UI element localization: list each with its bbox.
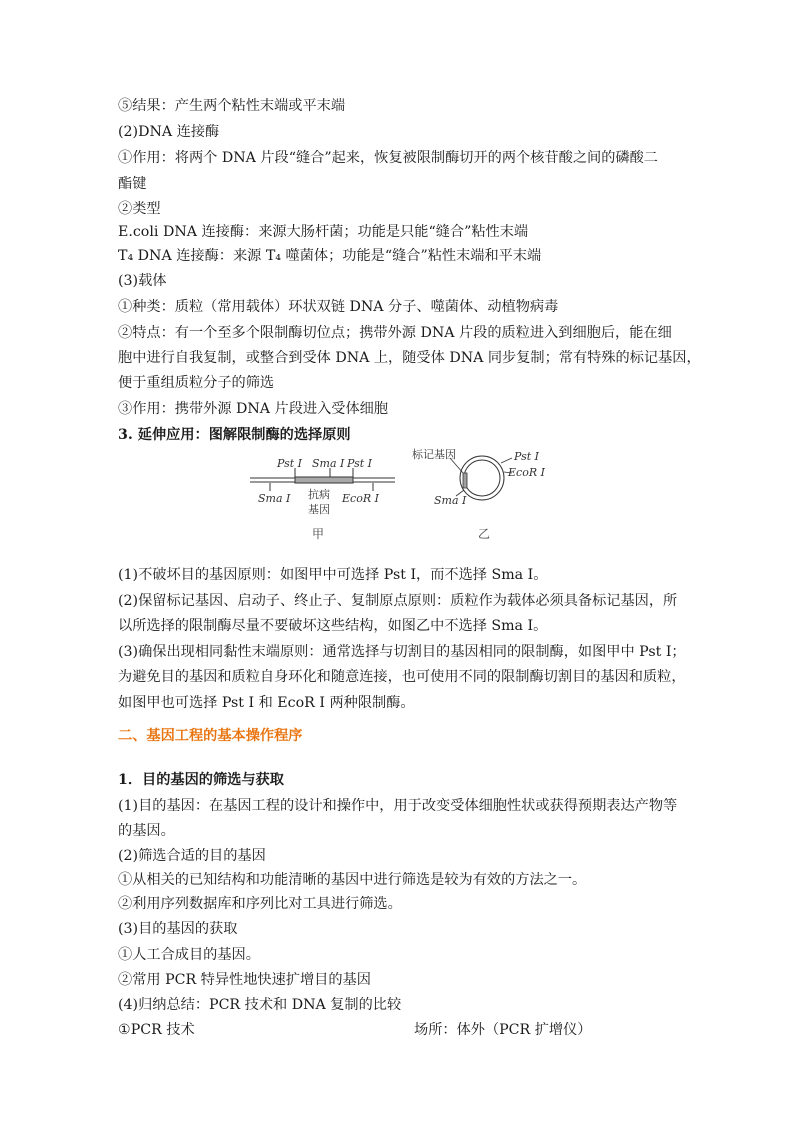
caption-jia: 甲 <box>312 527 325 541</box>
text-line: (4)归纳总结：PCR 技术和 DNA 复制的比较 <box>118 997 402 1013</box>
gene-label-2: 基因 <box>308 503 330 516</box>
text-line: (2)保留标记基因、启动子、终止子、复制原点原则：质粒作为载体必须具备标记基因，所 <box>118 593 678 609</box>
text-line: ①作用：将两个 DNA 片段“缝合”起来，恢复被限制酶切开的两个核苷酸之间的磷酸二 <box>118 150 658 166</box>
section-heading: 二、基因工程的基本操作程序 <box>118 728 303 744</box>
text-line: ②常用 PCR 特异性地快速扩增目的基因 <box>118 972 371 988</box>
text-line: T₄ DNA 连接酶：来源 T₄ 噬菌体；功能是“缝合”粘性末端和平末端 <box>118 248 542 264</box>
text-line: (2)DNA 连接酶 <box>118 124 220 140</box>
text-line: ①人工合成目的基因。 <box>118 947 260 963</box>
text-line: ③作用：携带外源 DNA 片段进入受体细胞 <box>118 401 389 417</box>
marker-gene-label: 标记基因 <box>412 448 456 461</box>
text-line: (3)确保出现相同黏性末端原则：通常选择与切割目的基因相同的限制酶，如图甲中 Pst Ⅰ； <box>118 644 686 660</box>
text-line: ②利用序列数据库和序列比对工具进行筛选。 <box>118 896 402 912</box>
pst1-label: Pst Ⅰ <box>277 457 303 470</box>
text-line: 胞中进行自我复制，或整合到受体 DNA 上，随受体 DNA 同步复制；常有特殊的标记基因， <box>118 350 701 366</box>
yi-ecor-label: EcoR Ⅰ <box>508 466 545 479</box>
figure-jia <box>250 457 395 541</box>
text-line: (3)目的基因的获取 <box>118 921 238 937</box>
pst2-label: Pst Ⅰ <box>347 457 373 470</box>
text-line: 的基因。 <box>118 823 175 839</box>
text-line: 如图甲也可选择 Pst Ⅰ 和 EcoR Ⅰ 两种限制酶。 <box>118 695 415 711</box>
target-gene-bar <box>295 477 353 483</box>
text-line: (1)目的基因：在基因工程的设计和操作中，用于改变受体细胞性状或获得预期表达产物等 <box>118 798 678 814</box>
text-line: ①PCR 技术 <box>118 1022 195 1038</box>
ecor-label: EcoR Ⅰ <box>342 492 379 505</box>
caption-yi: 乙 <box>478 527 491 541</box>
text-line: ②特点：有一个至多个限制酶切位点；携带外源 DNA 片段的质粒进入到细胞后，能在细 <box>118 325 672 341</box>
text-line: (3)载体 <box>118 273 167 289</box>
text-line: 场所：体外（PCR 扩增仪） <box>414 1022 592 1038</box>
text-line: 为避免目的基因和质粒自身环化和随意连接，也可使用不同的限制酶切割目的基因和质粒， <box>118 669 686 685</box>
figure-yi <box>412 447 546 541</box>
text-line: 以所选择的限制酶尽量不要破坏这些结构，如图乙中不选择 Sma Ⅰ。 <box>118 618 548 634</box>
text-line: ②类型 <box>118 201 161 217</box>
yi-pst-label: Pst Ⅰ <box>514 450 540 463</box>
text-line: ①种类：质粒（常用载体）环状双链 DNA 分子、噬菌体、动植物病毒 <box>118 299 559 315</box>
sma-low-label: Sma Ⅰ <box>258 492 291 505</box>
sma-label: Sma Ⅰ <box>312 457 345 470</box>
restriction-enzyme-figure <box>250 446 550 548</box>
marker-gene-segment <box>463 473 467 488</box>
text-line: E.coli DNA 连接酶：来源大肠杆菌；功能是只能“缝合”粘性末端 <box>118 224 529 240</box>
gene-label-1: 抗病 <box>308 488 330 501</box>
subsection-heading: 3. 延伸应用：图解限制酶的选择原则 <box>118 427 351 443</box>
text-line: 便于重组质粒分子的筛选 <box>118 375 275 391</box>
text-line: ①从相关的已知结构和功能清晰的基因中进行筛选是较为有效的方法之一。 <box>118 872 587 888</box>
text-line: 酯键 <box>118 176 147 192</box>
text-line: ⑤结果：产生两个粘性末端或平末端 <box>118 98 346 114</box>
text-line: (2)筛选合适的目的基因 <box>118 848 266 864</box>
subsection-heading: 1．目的基因的筛选与获取 <box>118 772 284 788</box>
yi-sma-label: Sma Ⅰ <box>434 494 467 507</box>
text-line: (1)不破坏目的基因原则：如图甲中可选择 Pst Ⅰ，而不选择 Sma Ⅰ。 <box>118 567 548 583</box>
